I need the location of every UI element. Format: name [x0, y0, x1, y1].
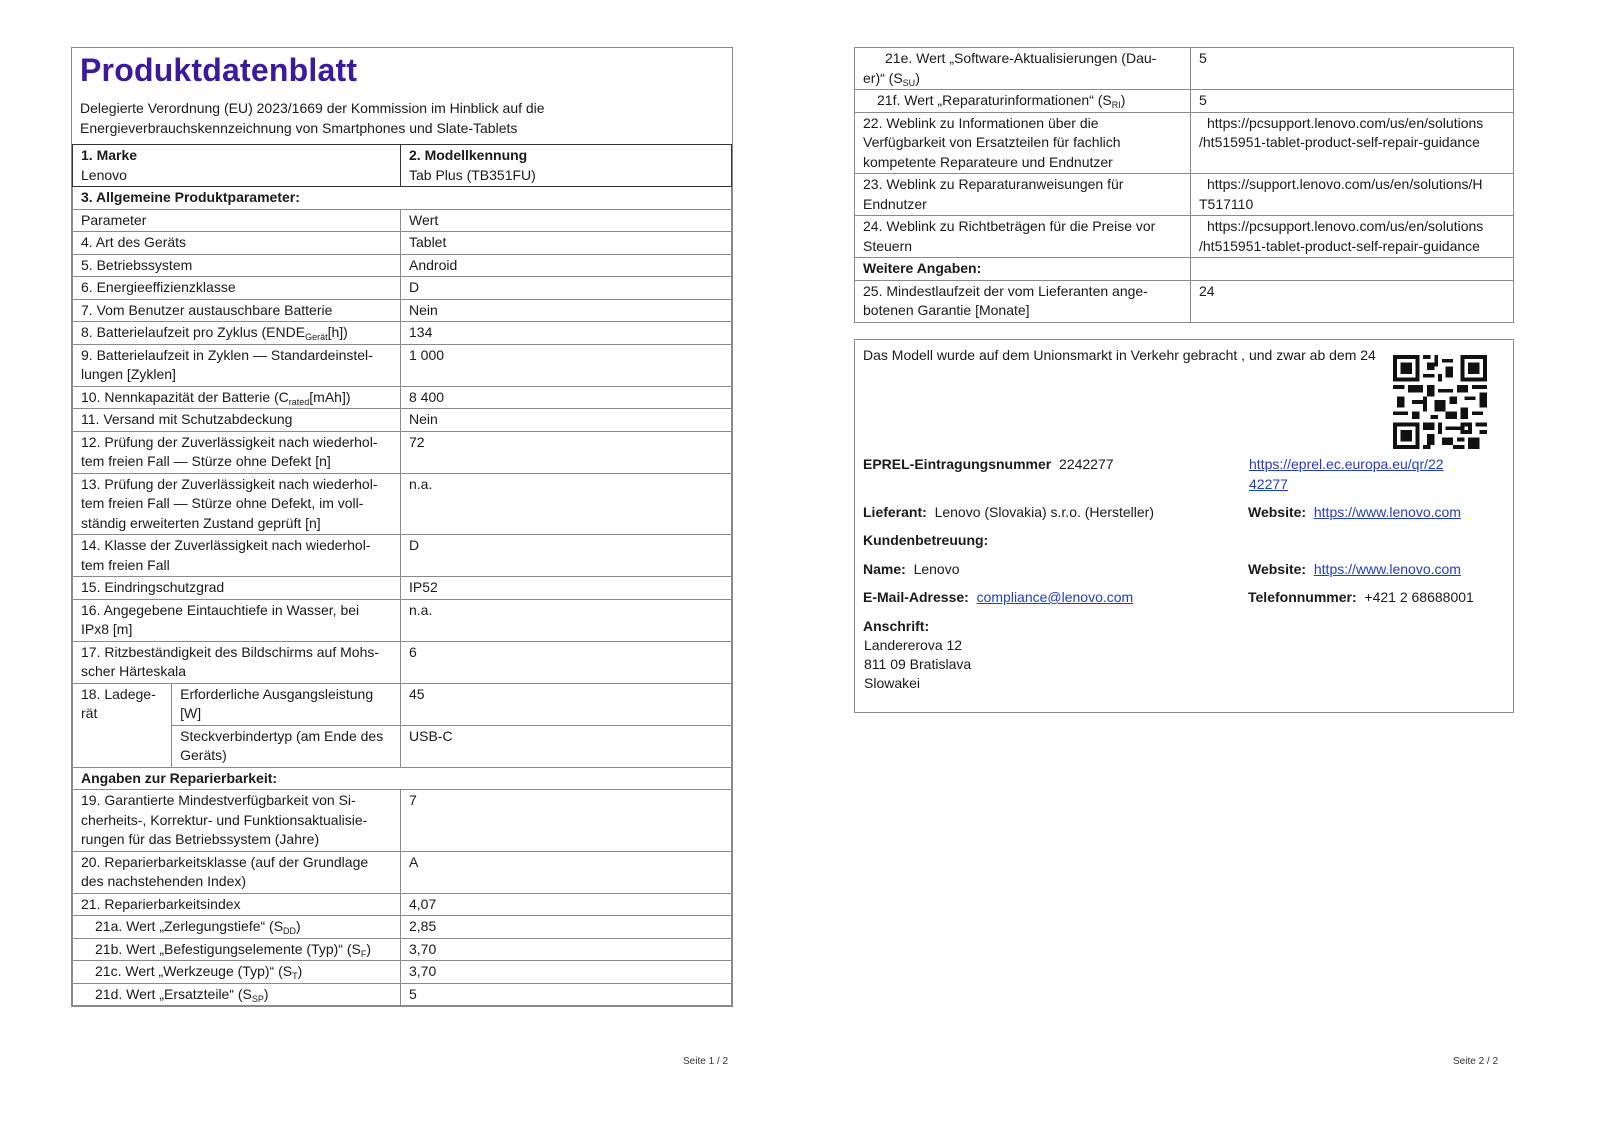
email-label: E-Mail-Adresse: — [863, 589, 969, 605]
label-text: 21f. Wert „Reparaturinformationen“ (S — [877, 92, 1112, 108]
datasheet-table — [72, 144, 732, 1006]
row-label — [73, 961, 401, 984]
label-subscript: SP — [251, 993, 264, 1004]
section-header-row — [855, 258, 1514, 281]
url-line[interactable]: /ht515951-tablet-product-self-repair-guidance — [1199, 134, 1480, 150]
label-line: 12. Prüfung der Zuverlässigkeit nach wiederhol- — [81, 433, 378, 450]
table-row — [73, 277, 732, 300]
charger-values-cell — [401, 683, 732, 767]
page-title: Produktdatenblatt — [80, 52, 358, 88]
label-line: tem freien Fall — Stürze ohne Defekt [n] — [81, 453, 331, 469]
table-row — [73, 938, 732, 961]
row-value: Nein — [401, 409, 732, 432]
table-row — [855, 48, 1514, 90]
label-line: 19. Garantierte Mindestverfügbarkeit von Si- — [81, 792, 356, 808]
url-line[interactable]: T517110 — [1199, 195, 1254, 212]
label-line: lungen [Zyklen] — [81, 366, 176, 382]
label-line: tem freien Fall — Stürze ohne Defekt, im voll- — [81, 495, 364, 511]
label-line: Verfügbarkeit von Ersatzteilen für fachlich — [863, 134, 1121, 150]
row-label: 11. Versand mit Schutzabdeckung — [73, 409, 401, 432]
row-label — [73, 386, 401, 409]
row-label: 21. Reparierbarkeitsindex — [73, 893, 401, 916]
charger-connector-label — [172, 725, 400, 767]
eprel-label: EPREL-Eintragungsnummer — [863, 456, 1052, 472]
label-text: er)“ (S — [863, 69, 903, 86]
label-line: [W] — [180, 705, 202, 721]
row-label — [73, 916, 401, 939]
brand-value: Lenovo — [81, 166, 127, 183]
charger-cell — [73, 683, 401, 767]
charger-subtable — [73, 684, 400, 767]
label-line: ständig erweiterten Zustand geprüft [n] — [81, 514, 321, 531]
eprel-registration — [863, 454, 1114, 474]
row-value: n.a. — [401, 473, 732, 535]
address-line: Landererova 12 — [864, 637, 963, 653]
model-label: 2. Modellkennung — [409, 147, 528, 163]
supplier-website — [1248, 502, 1461, 522]
table-row — [73, 641, 732, 683]
email-link[interactable]: compliance@lenovo.com — [976, 589, 1134, 605]
row-value: 5 — [401, 983, 732, 1006]
repair-continued-box — [854, 47, 1514, 323]
label-line: rungen für das Betriebssystem (Jahre) — [81, 831, 320, 847]
row-value: Nein — [401, 299, 732, 322]
phone-value: +421 2 68688001 — [1364, 589, 1474, 605]
row-value: 3,70 — [401, 961, 732, 984]
row-value-link[interactable] — [1191, 216, 1514, 258]
label-line: 22. Weblink zu Informationen über die — [863, 114, 1099, 131]
table-row — [73, 299, 732, 322]
label-line: 18. Ladege- — [81, 685, 156, 702]
eprel-info-box — [854, 339, 1514, 713]
page-number: Seite 1 / 2 — [683, 1056, 729, 1067]
model-value: Tab Plus (TB351FU) — [409, 166, 536, 183]
label-subscript: Gerät — [305, 332, 328, 342]
table-row — [73, 599, 732, 641]
label-text: [mAh]) — [309, 388, 351, 405]
url-line[interactable]: https://pcsupport.lenovo.com/us/en/solutions — [1207, 218, 1484, 234]
label-text: ) — [296, 918, 301, 934]
label-line: des nachstehenden Index) — [81, 873, 247, 889]
model-cell — [401, 145, 732, 187]
datasheet-table-continued — [854, 47, 1514, 323]
table-row — [855, 216, 1514, 258]
regulation-subtitle — [80, 98, 724, 138]
row-label — [855, 112, 1191, 174]
label-text: ) — [263, 985, 269, 1002]
table-row — [73, 577, 732, 600]
label-text: 10. Nennkapazität der Batterie (C — [81, 388, 289, 405]
row-value: 6 — [401, 641, 732, 683]
address-line: 811 09 Bratislava — [864, 656, 972, 672]
name-value: Lenovo — [913, 561, 960, 577]
customer-website — [1248, 559, 1461, 579]
row-value: D — [401, 277, 732, 300]
table-row — [855, 174, 1514, 216]
charger-connector-value: USB-C — [409, 727, 453, 744]
row-value: 8 400 — [401, 386, 732, 409]
address-line: Slowakei — [864, 675, 921, 691]
table-row — [73, 232, 732, 255]
label-line: 24. Weblink zu Richtbeträgen für die Preise vor — [863, 218, 1156, 234]
customer-email — [863, 587, 1133, 607]
supplier-label: Lieferant: — [863, 504, 927, 520]
row-label — [73, 641, 401, 683]
brand-cell — [73, 145, 401, 187]
eprel-link-line[interactable]: 42277 — [1249, 476, 1288, 492]
row-label — [73, 938, 401, 961]
label-subscript: SU — [902, 77, 916, 88]
row-value: Tablet — [401, 232, 732, 255]
row-label — [855, 216, 1191, 258]
table-row — [73, 473, 732, 535]
label-text: ) — [297, 963, 303, 979]
row-value-link[interactable] — [1191, 174, 1514, 216]
label-line: botenen Garantie [Monate] — [863, 302, 1030, 318]
row-value: A — [401, 851, 732, 893]
table-row — [855, 280, 1514, 322]
table-row — [73, 961, 732, 984]
eprel-link-line[interactable]: https://eprel.ec.europa.eu/qr/22 — [1249, 456, 1444, 472]
supplier-value: Lenovo (Slovakia) s.r.o. (Hersteller) — [934, 504, 1154, 520]
row-label: 4. Art des Geräts — [73, 232, 401, 255]
row-label — [855, 48, 1191, 90]
charger-row — [73, 683, 732, 767]
page-number: Seite 2 / 2 — [1453, 1056, 1499, 1067]
row-label: 15. Eindringschutzgrad — [73, 577, 401, 600]
row-value: 7 — [401, 790, 732, 852]
name-label: Name: — [863, 561, 906, 577]
market-placement-text: Das Modell wurde auf dem Unionsmarkt in Verkehr gebracht , und zwar ab dem 24 — [863, 347, 1376, 363]
label-line: 9. Batterielaufzeit in Zyklen — Standardeinstel- — [81, 346, 373, 363]
label-line: rät — [81, 705, 98, 721]
eprel-number: 2242277 — [1059, 456, 1114, 472]
label-line: tem freien Fall — [81, 556, 170, 573]
label-text: ) — [366, 940, 372, 957]
section-further-info-header: Weitere Angaben: — [855, 258, 1191, 281]
qr-code-icon[interactable] — [1393, 355, 1487, 449]
table-row — [73, 851, 732, 893]
subtitle-line: Delegierte Verordnung (EU) 2023/1669 der Kommission im Hinblick auf die — [80, 100, 545, 116]
row-value: 4,07 — [401, 893, 732, 916]
label-text: ) — [915, 69, 920, 86]
brand-label: 1. Marke — [81, 147, 138, 163]
table-row — [73, 431, 732, 473]
label-text: 21c. Wert „Werkzeuge (Typ)“ (S — [95, 963, 293, 979]
row-value: Android — [401, 254, 732, 277]
label-text: 8. Batterielaufzeit pro Zyklus (ENDE — [81, 324, 306, 340]
table-row — [73, 983, 732, 1006]
row-label: 7. Vom Benutzer austauschbare Batterie — [73, 299, 401, 322]
label-line: Steckverbindertyp (am Ende des — [180, 727, 384, 744]
section-header-row — [73, 767, 732, 790]
label-line: 21e. Wert „Software-Aktualisierungen (Dau- — [885, 50, 1157, 66]
column-header-row — [73, 209, 732, 232]
url-line[interactable]: https://pcsupport.lenovo.com/us/en/solutions — [1207, 114, 1484, 131]
charger-power-value: 45 — [401, 684, 731, 726]
section-repair-header: Angaben zur Reparierbarkeit: — [73, 767, 732, 790]
section-general-header: 3. Allgemeine Produktparameter: — [73, 187, 732, 210]
label-text: 21b. Wert „Befestigungselemente (Typ)“ (S — [95, 940, 361, 957]
label-line: 16. Angegebene Eintauchtiefe in Wasser, bei — [81, 601, 360, 618]
supplier — [863, 502, 1154, 522]
page-2 — [800, 0, 1600, 1131]
label-line: 17. Ritzbeständigkeit des Bildschirms auf Mohs- — [81, 643, 380, 660]
table-row — [73, 916, 732, 939]
website-label: Website: — [1248, 504, 1307, 520]
row-value: 5 — [1191, 48, 1514, 90]
label-subscript: RI — [1111, 100, 1121, 110]
row-value-link[interactable] — [1191, 112, 1514, 174]
row-label — [73, 983, 401, 1006]
table-row — [73, 409, 732, 432]
label-text: 21d. Wert „Ersatzteile“ (S — [95, 985, 252, 1002]
subtitle-line: Energieverbrauchskennzeichnung von Smartphones und Slate-Tablets — [80, 120, 518, 136]
label-subscript: DD — [283, 926, 297, 936]
label-line: IPx8 [m] — [81, 621, 133, 637]
url-line[interactable]: /ht515951-tablet-product-self-repair-guidance — [1199, 237, 1480, 254]
website-label: Website: — [1248, 561, 1307, 577]
customer-name — [863, 559, 960, 579]
website-link[interactable]: https://www.lenovo.com — [1313, 561, 1461, 577]
label-line: 25. Mindestlaufzeit der vom Lieferanten ange- — [863, 282, 1148, 299]
table-row — [855, 112, 1514, 174]
label-line: cherheits-, Korrektur- und Funktionsaktualisie- — [81, 811, 368, 828]
product-datasheet-box — [71, 47, 733, 1007]
section-header-row — [73, 187, 732, 210]
row-value: 1 000 — [401, 344, 732, 386]
label-text: [h]) — [327, 324, 348, 340]
row-value: 5 — [1191, 90, 1514, 113]
eprel-link[interactable] — [1249, 454, 1444, 494]
label-subscript: F — [360, 948, 367, 959]
row-label — [73, 322, 401, 345]
charger-power-row — [73, 684, 400, 726]
label-line: Geräts) — [180, 747, 227, 763]
row-label — [73, 851, 401, 893]
address-label: Anschrift: — [863, 618, 930, 634]
table-row — [73, 344, 732, 386]
row-label — [855, 174, 1191, 216]
table-row — [73, 893, 732, 916]
row-label: 6. Energieeffizienzklasse — [73, 277, 401, 300]
row-label — [73, 790, 401, 852]
charger-label — [73, 684, 172, 767]
row-label — [73, 599, 401, 641]
row-value: 134 — [401, 322, 732, 345]
table-row — [73, 254, 732, 277]
table-row — [73, 790, 732, 852]
column-header-parameter: Parameter — [73, 209, 401, 232]
label-line: 23. Weblink zu Reparaturanweisungen für — [863, 176, 1124, 192]
brand-model-row — [73, 145, 732, 187]
row-value: 72 — [401, 431, 732, 473]
label-text: ) — [1120, 92, 1126, 108]
table-row — [855, 90, 1514, 113]
row-label: 5. Betriebssystem — [73, 254, 401, 277]
row-label — [73, 473, 401, 535]
label-line: scher Härteskala — [81, 663, 187, 679]
row-value: 2,85 — [401, 916, 732, 939]
url-line[interactable]: https://support.lenovo.com/us/en/solutions/H — [1207, 176, 1483, 192]
label-subscript: T — [292, 971, 298, 981]
label-line: 14. Klasse der Zuverlässigkeit nach wiederhol- — [81, 537, 371, 553]
label-line: kompetente Reparateure und Endnutzer — [863, 153, 1113, 170]
row-value: 3,70 — [401, 938, 732, 961]
table-row — [73, 535, 732, 577]
row-value: D — [401, 535, 732, 577]
phone-label: Telefonnummer: — [1248, 589, 1357, 605]
row-label — [73, 344, 401, 386]
row-label — [855, 90, 1191, 113]
label-line: 13. Prüfung der Zuverlässigkeit nach wiederhol- — [81, 475, 378, 492]
label-subscript: rated — [288, 396, 310, 407]
row-label — [73, 431, 401, 473]
row-label — [73, 535, 401, 577]
customer-service-label: Kundenbetreuung: — [863, 532, 989, 548]
label-line: Steuern — [863, 237, 913, 254]
row-value: 24 — [1191, 280, 1514, 322]
table-row — [73, 322, 732, 345]
label-text: 21a. Wert „Zerlegungstiefe“ (S — [95, 918, 284, 934]
row-value: IP52 — [401, 577, 732, 600]
label-line: Erforderliche Ausgangsleistung — [180, 685, 374, 702]
empty-cell — [1191, 258, 1514, 281]
row-value: n.a. — [401, 599, 732, 641]
row-label — [855, 280, 1191, 322]
table-row — [73, 386, 732, 409]
column-header-value: Wert — [401, 209, 732, 232]
customer-phone — [1248, 587, 1474, 607]
label-line: Endnutzer — [863, 195, 927, 212]
charger-power-label — [172, 684, 400, 726]
label-line: 20. Reparierbarkeitsklasse (auf der Grundlage — [81, 853, 369, 870]
website-link[interactable]: https://www.lenovo.com — [1313, 504, 1461, 520]
